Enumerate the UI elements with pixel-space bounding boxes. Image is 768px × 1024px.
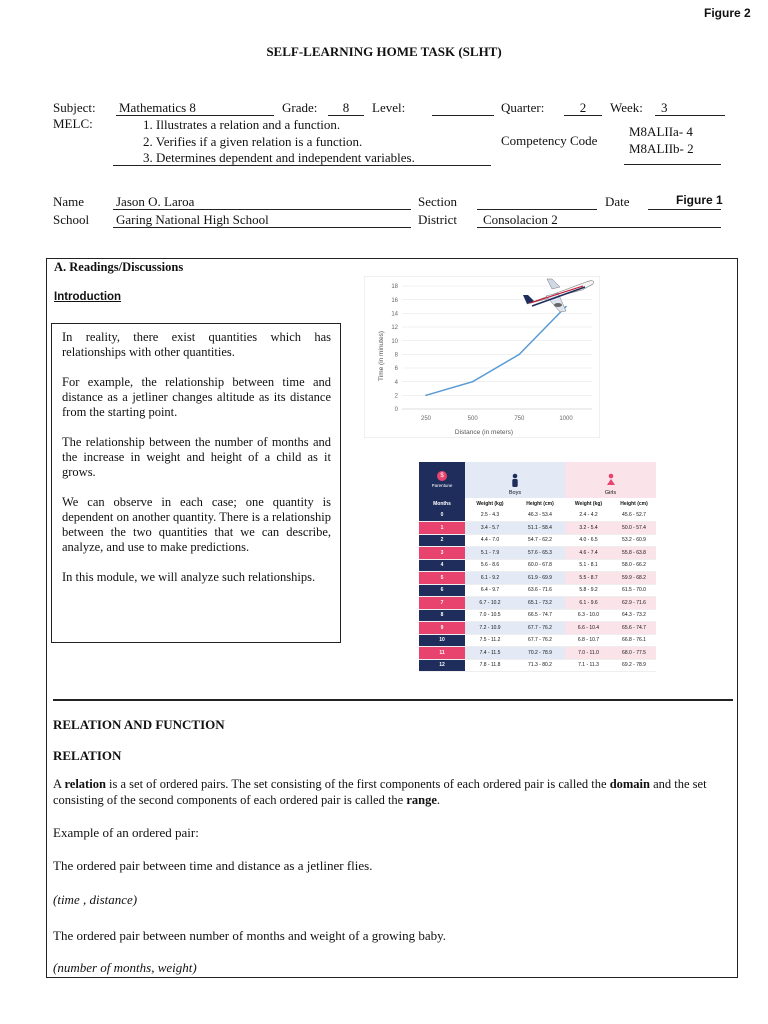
chart-y-tick-label: 2 <box>394 393 398 400</box>
month-cell: 7 <box>419 597 465 610</box>
term-relation: relation <box>64 777 106 791</box>
growth-value-cell: 2.4 - 4.2 <box>565 510 612 522</box>
chart-x-tick-label: 250 <box>420 416 432 422</box>
week-label: Week: <box>610 100 643 115</box>
chart-y-tick-label: 0 <box>394 407 398 414</box>
growth-value-cell: 51.1 - 58.4 <box>515 522 565 535</box>
growth-table-row <box>419 547 656 560</box>
growth-table-row <box>419 622 656 635</box>
relation-function-heading: RELATION AND FUNCTION <box>53 717 225 732</box>
growth-value-cell: 4.0 - 6.5 <box>565 534 612 547</box>
subject-label: Subject: <box>53 100 96 115</box>
growth-table-row <box>419 572 656 585</box>
growth-value-cell: 7.5 - 11.2 <box>465 634 515 647</box>
district-value: Consolacion 2 <box>483 212 558 227</box>
boy-icon <box>510 473 520 487</box>
section-field <box>477 194 597 210</box>
growth-table-row <box>419 659 656 672</box>
month-cell: 10 <box>419 634 465 647</box>
growth-column-header: Weight (kg) <box>465 498 515 510</box>
melc-item: 1. Illustrates a relation and a function. <box>143 117 341 132</box>
growth-value-cell: 6.6 - 10.4 <box>565 622 612 635</box>
girls-header <box>565 462 656 498</box>
growth-value-cell: 6.1 - 9.2 <box>465 572 515 585</box>
school-field <box>113 212 411 228</box>
term-domain: domain <box>609 777 650 791</box>
melc-item: 2. Verifies if a given relation is a function. <box>143 133 363 149</box>
competency-label: Competency Code <box>501 133 598 148</box>
growth-value-cell: 65.1 - 73.2 <box>515 597 565 610</box>
chart-x-tick-label: 500 <box>467 416 478 422</box>
chart-point <box>565 306 567 308</box>
growth-value-cell: 6.8 - 10.7 <box>565 634 612 647</box>
month-cell: 11 <box>419 647 465 660</box>
growth-value-cell: 58.0 - 66.2 <box>612 559 656 572</box>
relation-heading: RELATION <box>53 748 122 763</box>
growth-value-cell: 6.4 - 9.7 <box>465 584 515 597</box>
growth-value-cell: 6.7 - 10.2 <box>465 597 515 610</box>
competency-codes <box>629 124 694 157</box>
growth-table-row <box>419 559 656 572</box>
growth-value-cell: 67.7 - 76.2 <box>515 634 565 647</box>
growth-table-row <box>419 647 656 660</box>
growth-table-row <box>419 609 656 622</box>
chart-x-tick-label: 750 <box>514 416 525 422</box>
growth-column-header: Height (cm) <box>612 498 656 510</box>
brand-name: Parentune <box>431 483 453 488</box>
chart-y-label: Time (in minutes) <box>378 331 385 381</box>
growth-value-cell: 7.0 - 10.5 <box>465 609 515 622</box>
grade-value: 8 <box>342 100 350 115</box>
growth-value-cell: 59.9 - 68.2 <box>612 572 656 585</box>
intro-paragraph: The relationship between the number of months and the increase in weight and height of a child as it grows. <box>62 435 331 479</box>
level-label: Level: <box>372 100 406 115</box>
melc-list <box>143 117 415 167</box>
month-cell: 0 <box>419 510 465 522</box>
relation-definition <box>53 777 728 808</box>
melc-item: 3. Determines dependent and independent variables. <box>143 150 415 165</box>
growth-value-cell: 63.6 - 71.6 <box>515 584 565 597</box>
subject-field <box>116 100 274 116</box>
date-field <box>648 209 721 210</box>
boys-label: Boys <box>508 490 522 496</box>
date-label: Date <box>605 194 630 209</box>
name-value: Jason O. Laroa <box>116 194 195 209</box>
growth-table-row <box>419 634 656 647</box>
brand-logo-icon: $ <box>437 471 447 481</box>
chart-point <box>519 354 521 356</box>
district-field <box>477 212 721 228</box>
growth-table-row <box>419 584 656 597</box>
growth-value-cell: 66.5 - 74.7 <box>515 609 565 622</box>
section-divider <box>53 699 733 701</box>
melc-label: MELC: <box>53 116 93 131</box>
growth-value-cell: 61.5 - 70.0 <box>612 584 656 597</box>
growth-table-row <box>419 597 656 610</box>
intro-box <box>51 323 341 643</box>
intro-paragraph: For example, the relationship between time and distance as a jetliner changes altitude as its distance from the starting point. <box>62 375 331 419</box>
competency-code: M8ALIIb- 2 <box>629 140 694 156</box>
girls-label: Girls <box>604 490 617 496</box>
growth-table-row <box>419 522 656 535</box>
growth-value-cell: 70.2 - 78.9 <box>515 647 565 660</box>
example-label: Example of an ordered pair: <box>53 825 199 840</box>
growth-value-cell: 69.2 - 78.9 <box>612 659 656 672</box>
growth-value-cell: 7.1 - 11.3 <box>565 659 612 672</box>
growth-value-cell: 6.3 - 10.0 <box>565 609 612 622</box>
growth-value-cell: 6.1 - 9.6 <box>565 597 612 610</box>
growth-value-cell: 7.2 - 10.9 <box>465 622 515 635</box>
intro-paragraph: In this module, we will analyze such relationships. <box>62 570 316 584</box>
growth-value-cell: 5.6 - 8.6 <box>465 559 515 572</box>
chart-x-tick-label: 1000 <box>559 416 573 422</box>
growth-value-cell: 60.0 - 67.8 <box>515 559 565 572</box>
growth-value-cell: 50.0 - 57.4 <box>612 522 656 535</box>
growth-value-cell: 7.4 - 11.5 <box>465 647 515 660</box>
growth-value-cell: 53.2 - 60.9 <box>612 534 656 547</box>
growth-value-cell: 55.8 - 63.8 <box>612 547 656 560</box>
growth-value-cell: 4.4 - 7.0 <box>465 534 515 547</box>
section-label: Section <box>418 194 457 209</box>
school-value: Garing National High School <box>116 212 269 227</box>
growth-value-cell: 64.3 - 73.2 <box>612 609 656 622</box>
brand-cell <box>419 462 465 498</box>
growth-value-cell: 68.0 - 77.5 <box>612 647 656 660</box>
chart-y-tick-label: 6 <box>394 366 398 373</box>
chart-y-tick-label: 16 <box>391 297 398 304</box>
subject-value: Mathematics 8 <box>119 100 196 115</box>
month-cell: 5 <box>419 572 465 585</box>
growth-value-cell: 62.9 - 71.6 <box>612 597 656 610</box>
growth-column-header: Months <box>419 498 465 510</box>
quarter-field <box>564 100 602 116</box>
chart-y-tick-label: 8 <box>394 352 398 359</box>
growth-table-figure <box>419 462 656 672</box>
name-field <box>113 194 411 210</box>
month-cell: 12 <box>419 659 465 672</box>
grade-label: Grade: <box>282 100 318 115</box>
intro-paragraph: In reality, there exist quantities which has relationships with other quantities. <box>62 330 331 359</box>
chart-x-label: Distance (in meters) <box>454 429 514 436</box>
growth-value-cell: 4.6 - 7.4 <box>565 547 612 560</box>
month-cell: 4 <box>419 559 465 572</box>
growth-value-cell: 7.8 - 11.8 <box>465 659 515 672</box>
chart-y-tick-label: 14 <box>391 311 398 318</box>
district-label: District <box>418 212 457 227</box>
chart-y-tick-label: 10 <box>391 338 398 345</box>
growth-value-cell: 5.1 - 8.1 <box>565 559 612 572</box>
chart-point <box>472 381 474 383</box>
month-cell: 8 <box>419 609 465 622</box>
chart-y-tick-label: 4 <box>394 379 398 386</box>
chart-y-tick-label: 12 <box>391 325 398 332</box>
growth-value-cell: 5.1 - 7.9 <box>465 547 515 560</box>
week-field <box>655 100 725 116</box>
week-value: 3 <box>661 100 668 115</box>
chart-point <box>425 395 427 397</box>
definition-text: is a set of ordered pairs. The set consisting of the first components of each ordered pair is called the <box>105 777 610 791</box>
intro-heading: Introduction <box>54 291 122 303</box>
growth-value-cell: 57.6 - 65.3 <box>515 547 565 560</box>
figure-label-inline: Figure 1 <box>676 193 723 207</box>
growth-table <box>419 462 656 672</box>
growth-column-header-row <box>419 498 656 510</box>
boys-header <box>465 462 565 498</box>
growth-value-cell: 5.5 - 8.7 <box>565 572 612 585</box>
melc-underline <box>113 165 491 166</box>
competency-code: M8ALIIa- 4 <box>629 124 693 139</box>
quarter-value: 2 <box>579 100 587 115</box>
grade-field <box>328 100 364 116</box>
definition-text: A <box>53 777 65 791</box>
level-field <box>432 100 494 116</box>
growth-value-cell: 61.9 - 69.9 <box>515 572 565 585</box>
month-cell: 3 <box>419 547 465 560</box>
competency-underline <box>624 164 721 165</box>
definition-text: . <box>436 792 441 807</box>
growth-value-cell: 65.6 - 74.7 <box>612 622 656 635</box>
growth-value-cell: 66.8 - 76.1 <box>612 634 656 647</box>
growth-value-cell: 67.7 - 76.2 <box>515 622 565 635</box>
chart-background <box>364 276 600 438</box>
quarter-label: Quarter: <box>501 100 545 115</box>
growth-column-header: Height (cm) <box>515 498 565 510</box>
growth-value-cell: 46.3 - 53.4 <box>515 510 565 522</box>
growth-value-cell: 3.2 - 5.4 <box>565 522 612 535</box>
figure-label-top: Figure 2 <box>704 6 751 20</box>
month-cell: 1 <box>419 522 465 535</box>
growth-table-row <box>419 510 656 522</box>
chart-y-tick-label: 18 <box>391 284 398 291</box>
growth-column-header: Weight (kg) <box>565 498 612 510</box>
growth-value-cell: 45.6 - 52.7 <box>612 510 656 522</box>
term-range: range <box>406 792 437 807</box>
name-label: Name <box>53 194 85 209</box>
page-title: SELF-LEARNING HOME TASK (SLHT) <box>266 44 502 59</box>
growth-value-cell: 2.5 - 4.3 <box>465 510 515 522</box>
growth-value-cell: 3.4 - 5.7 <box>465 522 515 535</box>
growth-value-cell: 71.3 - 80.2 <box>515 659 565 672</box>
growth-table-row <box>419 534 656 547</box>
intro-paragraph: We can observe in each case; one quantity is dependent on another quantity. There is a relationship between the two quantities that we can describe, analyze, and use to make predictions. <box>62 495 331 554</box>
example-1-pair: (time , distance) <box>53 892 138 907</box>
month-cell: 2 <box>419 534 465 547</box>
month-cell: 9 <box>419 622 465 635</box>
section-a-heading: A. Readings/Discussions <box>54 260 184 274</box>
school-label: School <box>53 212 90 227</box>
month-cell: 6 <box>419 584 465 597</box>
definition-text: and the set consisting of the second components of each ordered pair is called the <box>53 777 707 807</box>
example-2-text: The ordered pair between number of months and weight of a growing baby. <box>53 928 447 943</box>
girl-icon <box>606 473 616 487</box>
growth-value-cell: 7.0 - 11.0 <box>565 647 612 660</box>
growth-value-cell: 54.7 - 62.2 <box>515 534 565 547</box>
example-2-pair: (number of months, weight) <box>53 960 197 975</box>
example-1-text: The ordered pair between time and distance as a jetliner flies. <box>53 858 373 873</box>
jet-chart <box>364 276 600 438</box>
growth-value-cell: 5.8 - 9.2 <box>565 584 612 597</box>
